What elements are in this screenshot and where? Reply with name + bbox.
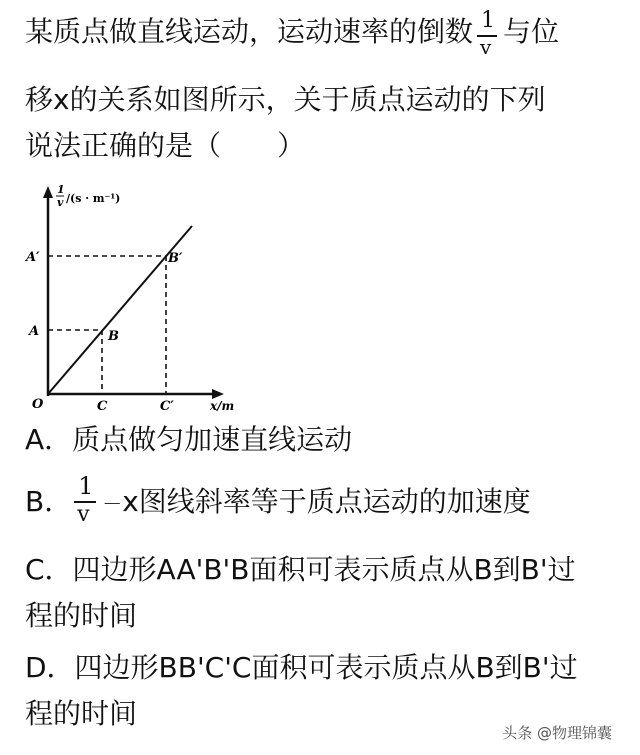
option-b [25, 472, 531, 527]
question-fraction [473, 8, 503, 59]
label-c-prime: C′ [160, 399, 174, 414]
question-text-prefix: 某质点做直线运动，运动速率的倒数 [25, 15, 474, 48]
question-line-2: 移x的关系如图所示，关于质点运动的下列 [25, 83, 546, 116]
fraction-denominator: v [480, 35, 492, 59]
y-axis-arrow [43, 186, 53, 198]
label-b: B [108, 329, 119, 344]
option-b-dash: － [102, 492, 123, 516]
option-d-line-1: D．四边形BB'C'C面积可表示质点从B到B'过 [25, 651, 578, 684]
xlabel: x/m [210, 399, 235, 413]
label-origin: O [32, 397, 44, 412]
ylabel-denominator: v [57, 196, 64, 209]
question-text-suffix: 与位 [503, 15, 560, 48]
label-c: C [97, 399, 108, 414]
label-b-prime: B′ [168, 251, 183, 266]
option-c-line-1: C．四边形AA'B'B面积可表示质点从B到B'过 [25, 553, 576, 586]
option-b-denominator: v [77, 502, 90, 527]
label-a: A [29, 324, 40, 339]
ylabel-unit: /(s · m⁻¹) [66, 192, 121, 205]
option-b-prefix: B． [25, 485, 73, 518]
ylabel-numerator: 1 [57, 183, 65, 196]
option-c-line-2: 程的时间 [25, 599, 138, 632]
x-axis-arrow [212, 389, 224, 399]
velocity-reciprocal-graph [20, 180, 260, 420]
question-line-1 [25, 8, 560, 59]
question-line-3: 说法正确的是（ ） [25, 129, 306, 162]
option-d-line-2: 程的时间 [25, 697, 138, 730]
watermark: 头条 @物理锦囊 [502, 724, 612, 742]
option-b-fraction [72, 472, 102, 527]
option-a: A．质点做匀加速直线运动 [25, 423, 353, 456]
label-a-prime: A′ [26, 250, 40, 265]
option-b-numerator: 1 [78, 472, 94, 500]
option-b-text: x图线斜率等于质点运动的加速度 [122, 485, 531, 518]
fraction-numerator: 1 [481, 8, 496, 33]
